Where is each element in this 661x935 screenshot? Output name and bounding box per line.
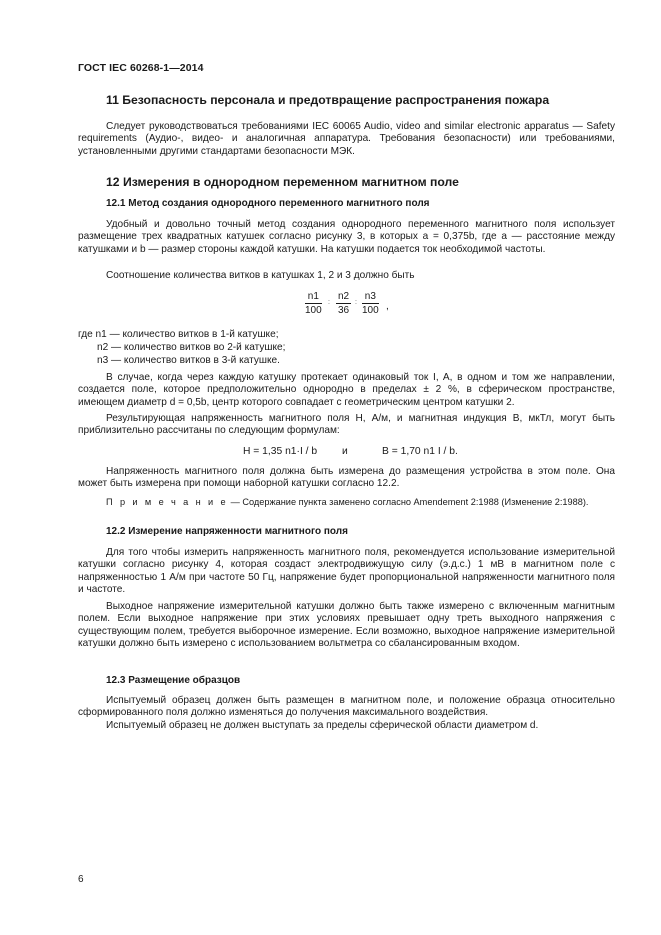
ratio-numerator-2: n2 xyxy=(338,291,350,302)
note-text: — Содержание пункта заменено согласно Amendement 2:1988 (Изменение 2:1988). xyxy=(228,497,589,507)
ratio-fraction-1 xyxy=(305,291,322,316)
ratio-trailing-comma: , xyxy=(386,301,389,312)
ratio-numerator-1: n1 xyxy=(305,291,322,304)
formula-conjunction: и xyxy=(342,446,348,457)
page-number: 6 xyxy=(78,874,84,885)
ratio-separator-1: : xyxy=(328,299,330,306)
subsection-12-1-para-2: Соотношение количества витков в катушках 1, 2 и 3 должно быть xyxy=(106,270,415,281)
ratio-fraction-2 xyxy=(336,291,351,316)
ratio-fraction-3 xyxy=(362,291,379,316)
ratio-numerator-3: n3 xyxy=(362,291,379,304)
subsection-12-2-para-2: Выходное напряжение измерительной катушки должно быть также измерено с включенным магнитным полем. Если выходное напряжение при этих условиях превышает одну треть выходного напряжения с существующим полем, требуется выборочное измерение. Если возможно, выходное напряжение измерительной катушки должно быть измерено с использованием вольтметра со сбалансированным входом. xyxy=(78,601,615,650)
subsection-12-1-para-4: Результирующая напряженность магнитного поля H, А/м, и магнитная индукция B, мкТл, могут быть приблизительно рассчитаны по следующим формулам: xyxy=(78,413,615,437)
subsection-12-1-para-3: В случае, когда через каждую катушку протекает одинаковый ток I, A, в одном и том же направлении, создается поле, которое предположительно однородно в пределах ± 2 %, в сферическом пространстве, имеющем диаметр d = 0,5b, центр которого совпадает с геометрическим центром катушки 2. xyxy=(78,372,615,408)
document-header: ГОСТ IEC 60268-1—2014 xyxy=(78,62,204,74)
formula-field-strength: H = 1,35 n1·I / b xyxy=(243,446,318,457)
ratio-denominator-2: 36 xyxy=(338,305,350,316)
subsection-12-1-para-5: Напряженность магнитного поля должна быть измерена до размещения устройства в этом поле. Она может быть измерена при помощи наборной катушки согласно 12.2. xyxy=(78,466,615,490)
subsection-12-2-title: 12.2 Измерение напряженности магнитного поля xyxy=(106,526,348,537)
where-item-1: где n1 — количество витков в 1-й катушке; xyxy=(78,329,279,340)
subsection-12-1-title: 12.1 Метод создания однородного переменного магнитного поля xyxy=(106,198,430,209)
section-11-text: Следует руководствоваться требованиями IEC 60065 Audio, video and similar electronic apparatus — Safety requirements (Аудио-, видео- и аналогичная аппаратура. Требования безопасности) или требованиями, установленными другими стандартами безопасности МЭК. xyxy=(78,121,615,157)
subsection-12-2-para-1: Для того чтобы измерить напряженность магнитного поля, рекомендуется использование измерительной катушки согласно рисунку 4, которая создаст электродвижущую силу (э.д.с.) 1 мВ в магнитном поле с напряженностью 1 А/м при частоте 50 Гц, напряжение будет пропорциональной напряженности магнитного поля и частоте. xyxy=(78,547,615,596)
subsection-12-3-title: 12.3 Размещение образцов xyxy=(106,675,241,686)
subsection-12-3-para-2: Испытуемый образец не должен выступать за пределы сферической области диаметром d. xyxy=(106,720,539,731)
subsection-12-3-para-1: Испытуемый образец должен быть размещен в магнитном поле, и положение образца относительно сформированного поля должно изменяться до получения максимального воздействия. xyxy=(78,695,615,719)
section-12-title: 12 Измерения в однородном переменном магнитном поле xyxy=(106,175,459,189)
where-item-2: n2 — количество витков во 2-й катушке; xyxy=(97,342,286,353)
note-label: П р и м е ч а н и е xyxy=(106,497,229,507)
subsection-12-1-para-1: Удобный и довольно точный метод создания однородного переменного магнитного поля использует размещение трех квадратных катушек согласно рисунку 3, в которых a = 0,375b, где a — расстояние между катушками и b — размер стороны каждой катушки. На катушки подается ток необходимой частоты. xyxy=(78,219,615,255)
where-item-3: n3 — количество витков в 3-й катушке. xyxy=(97,355,280,366)
amendment-note xyxy=(106,497,588,507)
section-11-title: 11 Безопасность персонала и предотвращение распространения пожара xyxy=(106,93,550,107)
ratio-denominator-3: 100 xyxy=(362,305,379,316)
ratio-separator-2: : xyxy=(355,299,357,306)
ratio-denominator-1: 100 xyxy=(305,305,322,316)
formula-induction: B = 1,70 n1 I / b. xyxy=(382,446,458,457)
